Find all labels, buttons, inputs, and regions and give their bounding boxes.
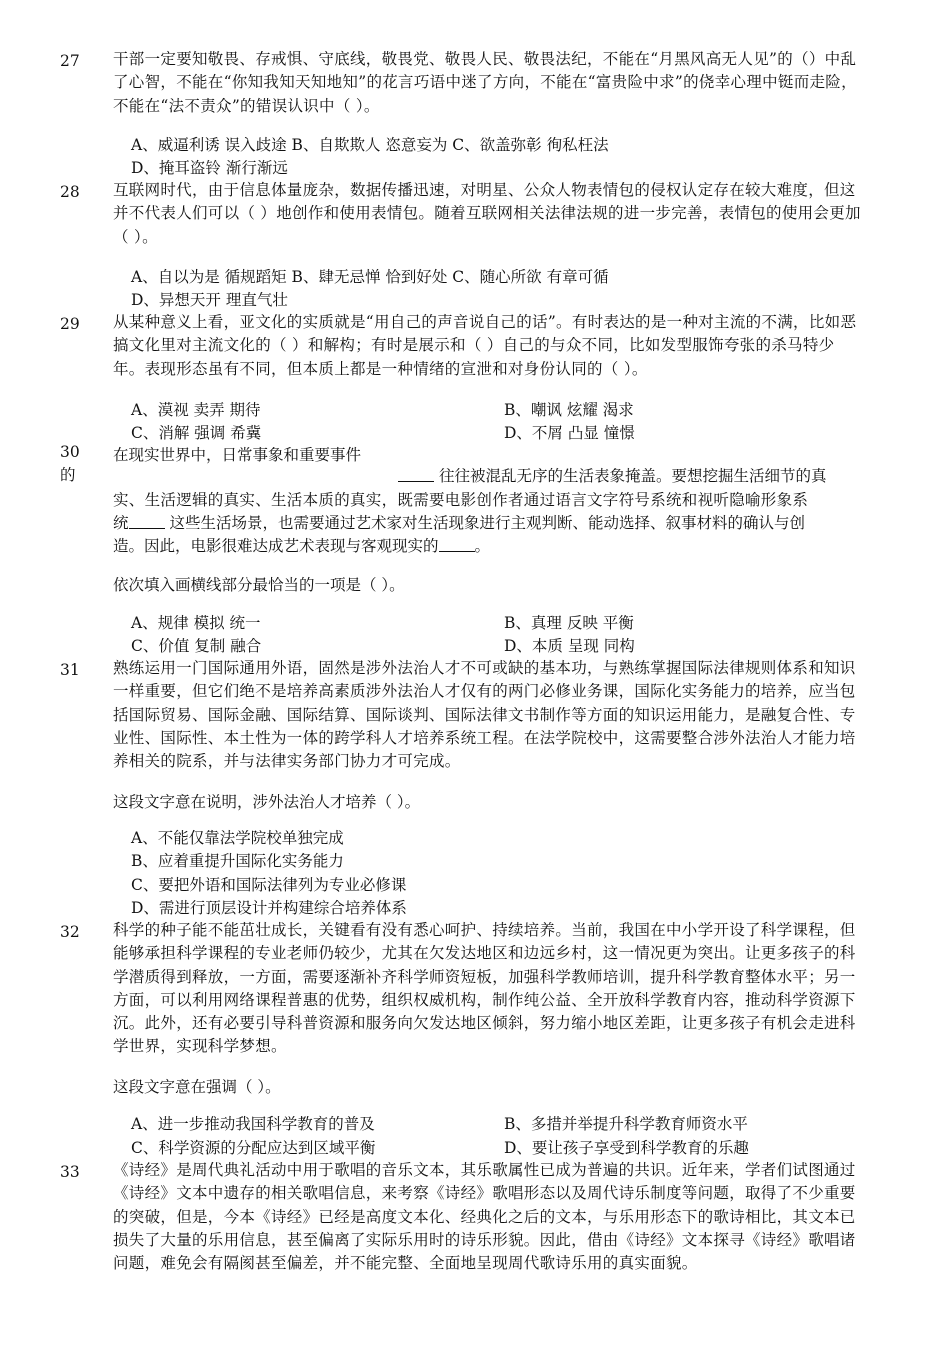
question-number: 29 (60, 315, 80, 333)
question-number-suffix: 的 (60, 466, 76, 484)
fill-blank (439, 536, 475, 552)
question-stem: 从某种意义上看，亚文化的实质就是“用自己的声音说自己的话”。有时表达的是一种对主流的不满，比如恶搞文化里对主流文化的（ ）和解构；有时是展示和（ ）自己的与众不同，比如发型服饰夸张的杀马特少年。表现形态虽有不同，但本质上都是一种情绪的宣泄和对身份认同的（ ）。 (113, 313, 857, 378)
option-a: A、漠视 卖弄 期待 (131, 401, 261, 419)
option-a: A、不能仅靠法学院校单独完成 (131, 829, 344, 847)
question-stem: 干部一定要知敬畏、存戒惧、守底线，敬畏党、敬畏人民、敬畏法纪，不能在“月黑风高无人见”的（）中乱了心智，不能在“你知我知天知地知”的花言巧语中迷了方向，不能在“富贵险中求”的侥幸心理中铤而走险，不能在“法不责众”的错误认识中（ ）。 (113, 50, 857, 115)
question-number: 28 (60, 183, 80, 201)
question-prompt: 这段文字意在强调（ ）。 (113, 1078, 281, 1096)
option-d: D、不屑 凸显 憧憬 (504, 424, 635, 442)
options-line: D、掩耳盗铃 渐行渐远 (131, 159, 288, 177)
option-a: A、规律 模拟 统一 (131, 614, 261, 632)
passage-line: 往往被混乱无序的生活表象掩盖。要想挖掘生活细节的真 (398, 464, 826, 486)
options-line: A、威逼利诱 误入歧途 B、自欺欺人 恣意妄为 C、欲盖弥彰 徇私枉法 (131, 136, 609, 154)
passage-line: 实、生活逻辑的真实、生活本质的真实，既需要电影创作者通过语言文字符号系统和视听隐喻形象系 (113, 491, 809, 509)
option-c: C、要把外语和国际法律列为专业必修课 (131, 876, 407, 894)
option-b: B、多措并举提升科学教育师资水平 (504, 1115, 748, 1133)
question-stem: 《诗经》是周代典礼活动中用于歌唱的音乐文本，其乐歌属性已成为普遍的共识。近年来，学者们试图通过《诗经》文本中遗存的相关歌唱信息，来考察《诗经》歌唱形态以及周代诗乐制度等问题，取得了不少重要的突破，但是，今本《诗经》已经是高度文本化、经典化之后的文本，与乐用形态下的歌诗相比，其文本已损失了大量的乐用信息，甚至偏离了实际乐用时的诗乐形貌。因此，借由《诗经》文本探寻《诗经》歌唱诸问题，难免会有隔阂甚至偏差，并不能完整、全面地呈现周代歌诗乐用的真实面貌。 (113, 1161, 856, 1273)
question-stem: 互联网时代，由于信息体量庞杂，数据传播迅速，对明星、公众人物表情包的侵权认定存在较大难度，但这并不代表人们可以（ ）地创作和使用表情包。随着互联网相关法律法规的进一步完善，表情包的使用会更加（ ）。 (113, 181, 861, 246)
passage-line: 统 这些生活场景，也需要通过艺术家对生活现象进行主观判断、能动选择、叙事材料的确认与创 (113, 514, 805, 532)
question-prompt: 依次填入画横线部分最恰当的一项是（ ）。 (113, 576, 405, 594)
option-b: B、真理 反映 平衡 (504, 614, 634, 632)
passage-line: 在现实世界中，日常事象和重要事件 (113, 446, 362, 464)
option-a: A、进一步推动我国科学教育的普及 (131, 1115, 375, 1133)
options-line: D、异想天开 理直气壮 (131, 291, 288, 309)
question-number: 31 (60, 661, 80, 679)
option-c: C、科学资源的分配应达到区域平衡 (131, 1139, 376, 1157)
question-prompt: 这段文字意在说明，涉外法治人才培养（ ）。 (113, 793, 421, 811)
option-b: B、嘲讽 炫耀 渴求 (504, 401, 634, 419)
question-number: 27 (60, 52, 80, 70)
option-b: B、应着重提升国际化实务能力 (131, 852, 344, 870)
question-number: 33 (60, 1163, 80, 1181)
question-number: 30 (60, 443, 80, 461)
fill-blank (129, 513, 165, 529)
question-stem: 科学的种子能不能茁壮成长，关键看有没有悉心呵护、持续培养。当前，我国在中小学开设了科学课程，但能够承担科学课程的专业老师仍较少，尤其在欠发达地区和边远乡村，这一情况更为突出。让更多孩子的科学潜质得到释放，一方面，需要逐渐补齐科学师资短板，加强科学教师培训，提升科学教育整体水平；另一方面，可以利用网络课程普惠的优势，组织权威机构，制作纯公益、全开放科学教育内容，推动科学资源下沉。此外，还有必要引导科普资源和服务向欠发达地区倾斜，努力缩小地区差距，让更多孩子有机会走进科学世界，实现科学梦想。 (113, 921, 856, 1056)
options-line: A、自以为是 循规蹈矩 B、肆无忌惮 恰到好处 C、随心所欲 有章可循 (131, 268, 609, 286)
fill-blank (398, 466, 434, 482)
option-d: D、要让孩子享受到科学教育的乐趣 (504, 1139, 749, 1157)
option-d: D、本质 呈现 同构 (504, 637, 635, 655)
question-stem: 熟练运用一门国际通用外语，固然是涉外法治人才不可或缺的基本功，与熟练掌握国际法律规则体系和知识一样重要，但它们绝不是培养高素质涉外法治人才仅有的两门必修业务课，国际化实务能力的培养，应当包括国际贸易、国际金融、国际结算、国际谈判、国际法律文书制作等方面的知识运用能力，是融复合性、专业性、国际性、本土性为一体的跨学科人才培养系统工程。在法学院校中，这需要整合涉外法治人才能力培养相关的院系，并与法律实务部门协力才可完成。 (113, 659, 856, 771)
passage-line: 造。因此，电影很难达成艺术表现与客观现实的 。 (113, 537, 491, 555)
option-c: C、消解 强调 希冀 (131, 424, 262, 442)
option-c: C、价值 复制 融合 (131, 637, 262, 655)
option-d: D、需进行顶层设计并构建综合培养体系 (131, 899, 407, 917)
question-number: 32 (60, 923, 80, 941)
